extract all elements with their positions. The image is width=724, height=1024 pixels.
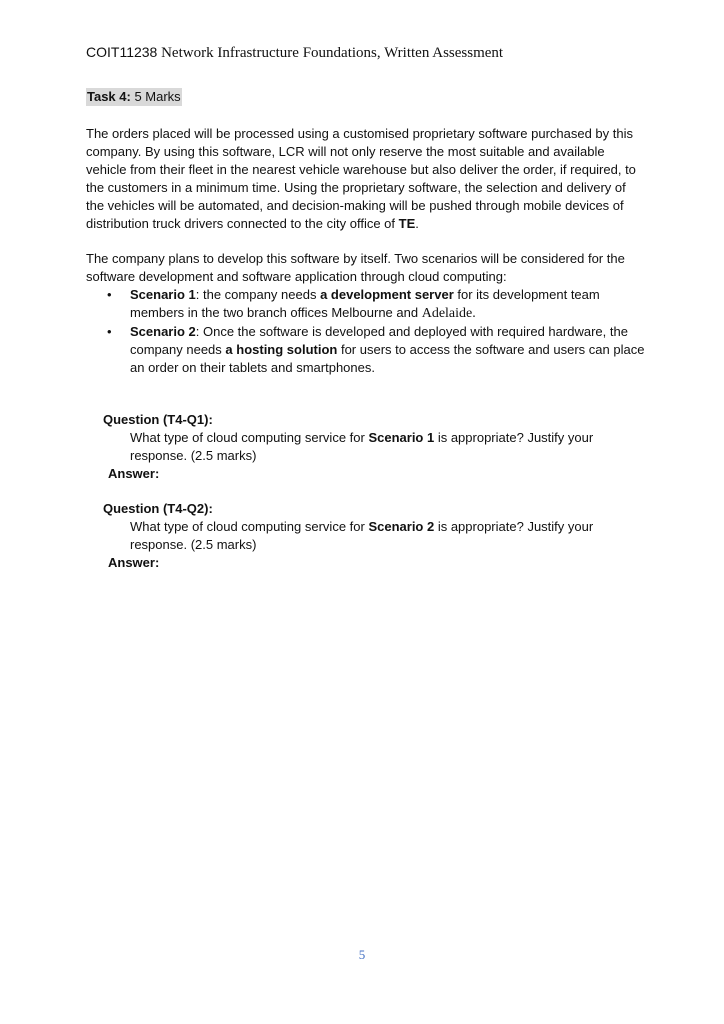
page-number: 5	[358, 947, 366, 962]
question-text	[103, 429, 620, 465]
scenario-text: : the company needs	[195, 287, 321, 302]
document-header	[86, 43, 503, 62]
intro-paragraph	[86, 125, 646, 233]
scenario-text-2: for its development team members in the two branch offices Melbourne and	[130, 287, 600, 320]
scenario-text: : Once the software is developed and deployed with required hardware, the company needs	[130, 324, 628, 357]
question-text	[103, 518, 620, 554]
scenario-bold: a development server	[320, 287, 454, 302]
intro-text: The orders placed will be processed using a customised proprietary software purchased by this company. By using this software, LCR will not only reserve the most suitable and available vehicle from their fleet in the nearest vehicle warehouse but also deliver the order, if required, to the customers in a minimum time. Using the proprietary software, the selection and delivery of the vehicles will be automated, and decision-making will be pushed through mobile devices of distribution truck drivers connected to the city office of	[86, 126, 636, 231]
scenario-bold: a hosting solution	[225, 342, 338, 357]
intro-end: .	[415, 216, 419, 231]
scenario-label: Scenario 1	[130, 287, 196, 302]
scenario-text-2: for users to access the software and users can place an order on their tablets and smartphones.	[130, 342, 645, 375]
question-text-end: is appropriate? Justify your response. (2.5 marks)	[130, 430, 594, 463]
scenario-list	[86, 286, 646, 377]
question-label: Question (T4-Q2):	[103, 501, 213, 516]
question-text-start: What type of cloud computing service for	[130, 430, 369, 445]
scenario-item	[86, 323, 646, 377]
scenario-item	[86, 286, 646, 323]
plans-paragraph: The company plans to develop this software by itself. Two scenarios will be considered for the software development and software application through cloud computing:	[86, 251, 625, 284]
task-marks: 5 Marks	[130, 89, 181, 104]
question-block-1	[103, 411, 643, 483]
question-block-2	[103, 500, 643, 572]
course-title: Network Infrastructure Foundations, Written Assessment	[157, 45, 504, 61]
bullet-icon: •	[107, 324, 112, 339]
answer-label: Answer:	[108, 466, 160, 481]
question-bold: Scenario 2	[368, 519, 435, 534]
task-heading	[86, 88, 182, 106]
scenario-label: Scenario 2	[130, 324, 196, 339]
answer-label: Answer:	[108, 555, 160, 570]
course-code: COIT11238	[86, 44, 158, 60]
bullet-icon: •	[107, 287, 112, 302]
question-bold: Scenario 1	[368, 430, 435, 445]
question-label: Question (T4-Q1):	[103, 412, 213, 427]
scenario-serif-text: Adelaide.	[421, 306, 476, 321]
task-label: Task 4:	[87, 89, 131, 104]
question-text-end: is appropriate? Justify your response. (2.5 marks)	[130, 519, 594, 552]
intro-bold: TE	[398, 216, 416, 231]
question-text-start: What type of cloud computing service for	[130, 519, 369, 534]
